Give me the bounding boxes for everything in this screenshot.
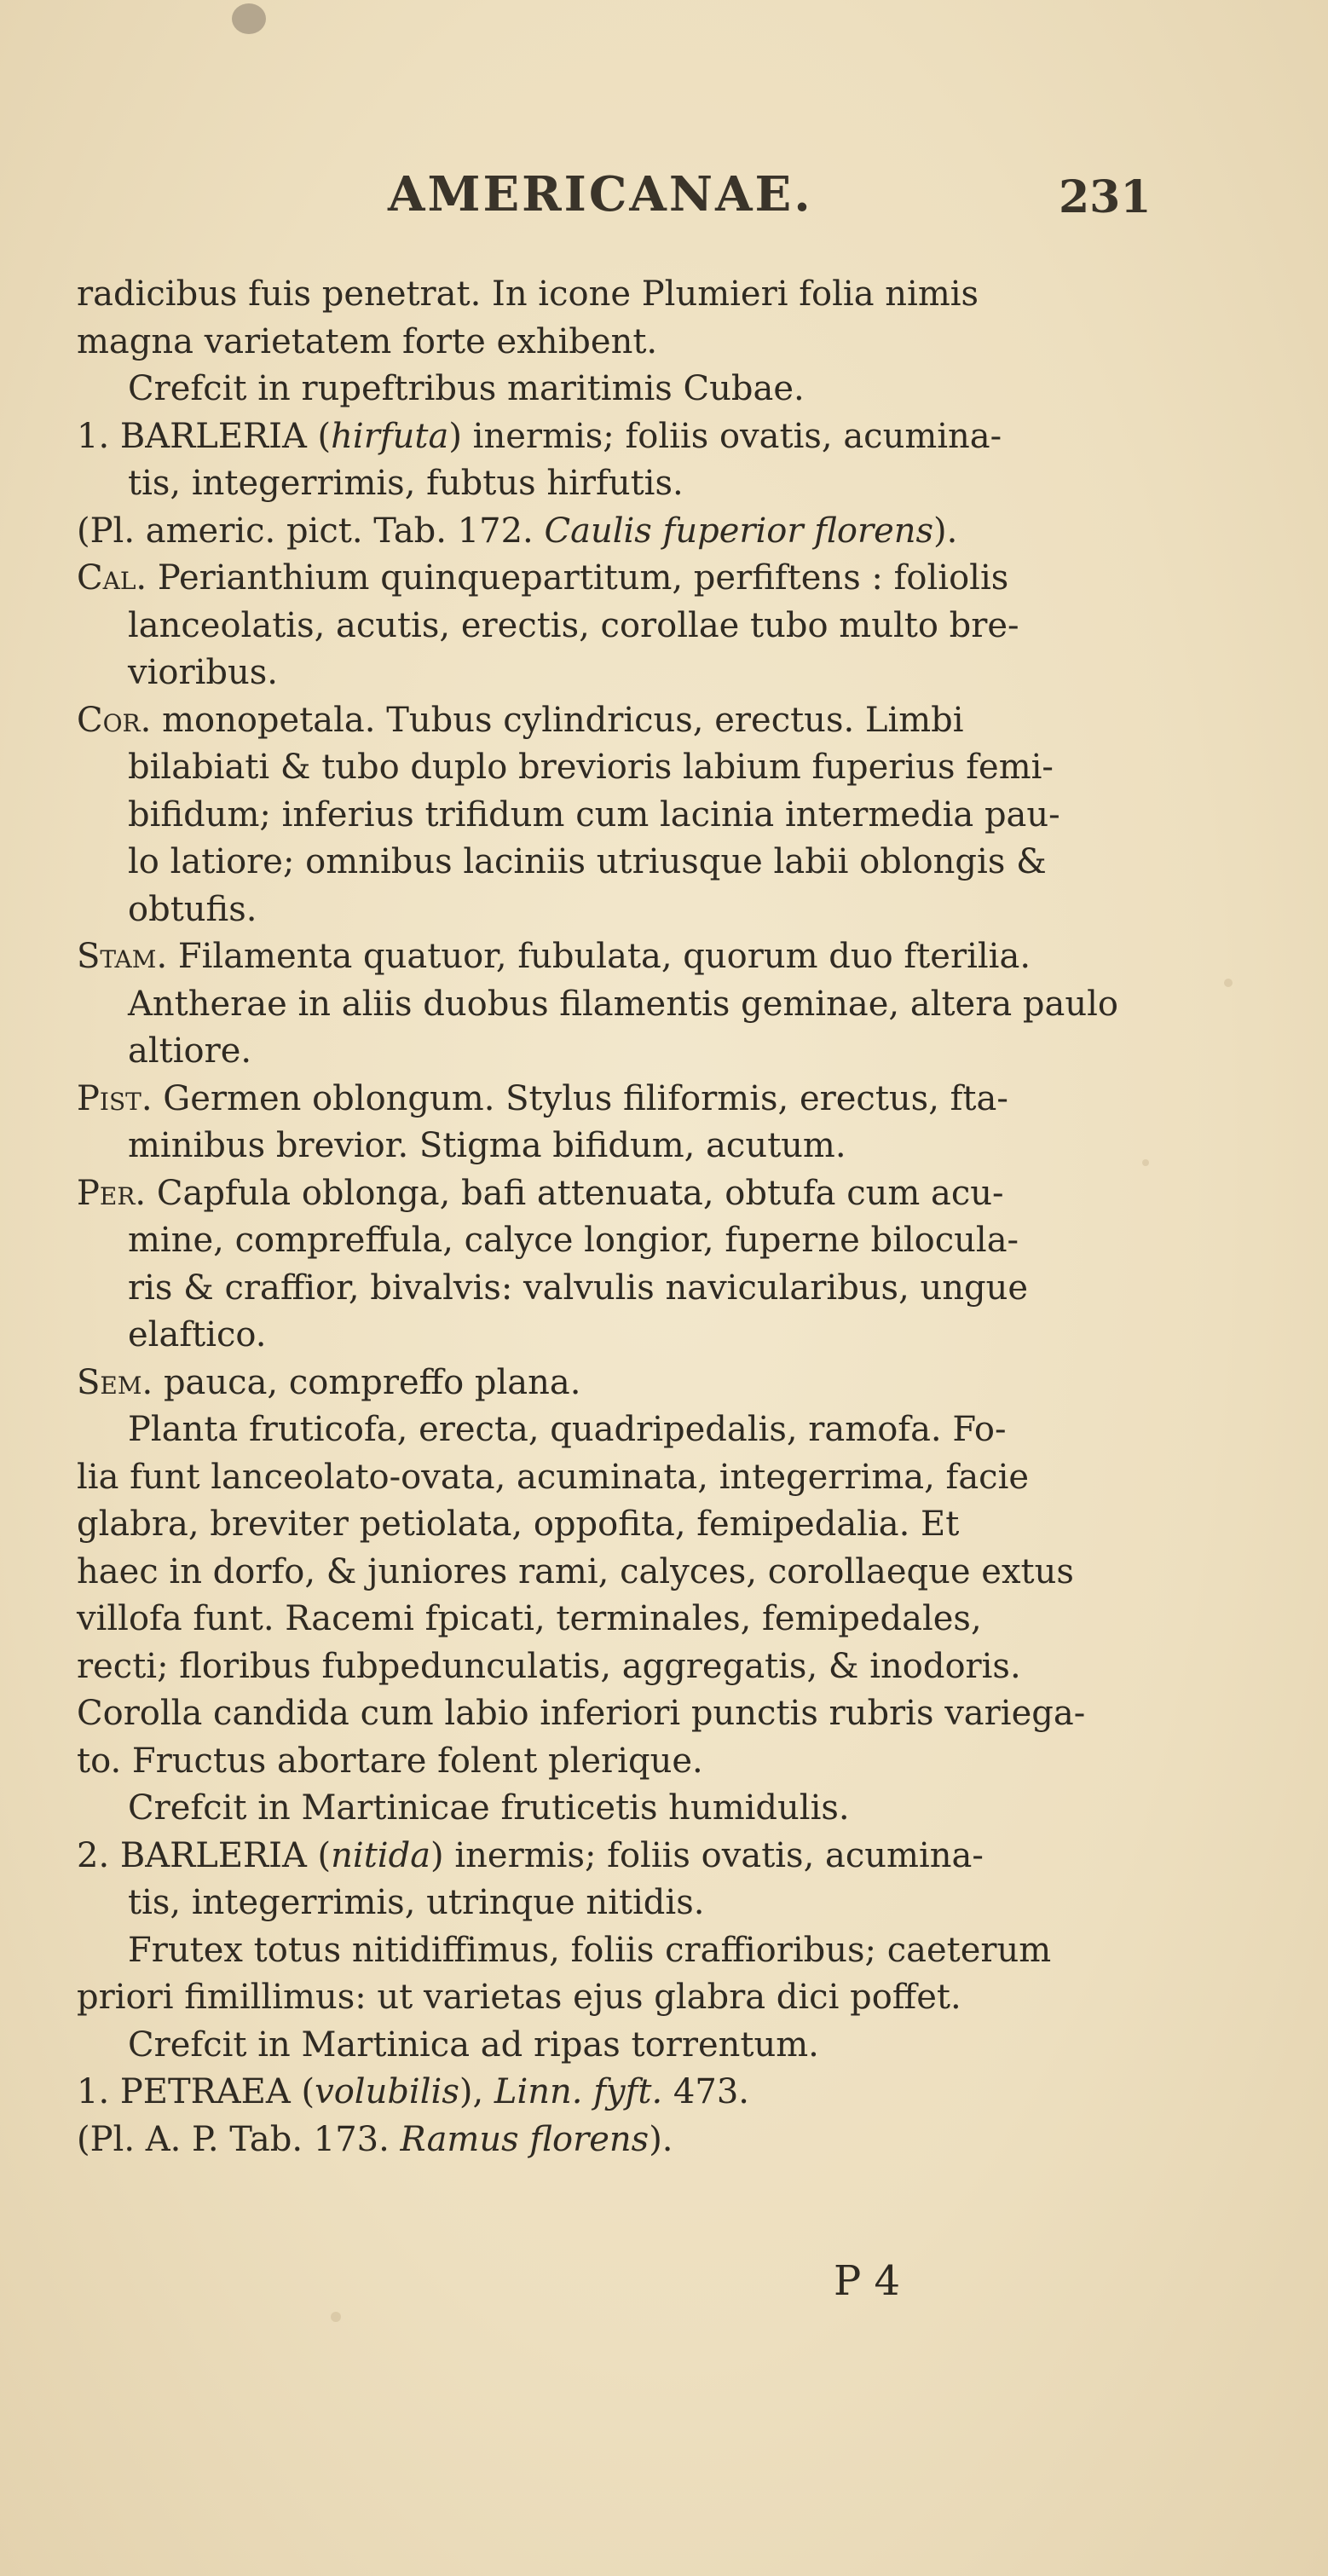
section-label: Stam.	[77, 937, 168, 976]
text-line	[77, 1123, 1181, 1170]
text-run: obtufis.	[128, 889, 257, 929]
text-line	[77, 1265, 1181, 1313]
text-line	[77, 887, 1181, 934]
italic-text: Caulis fuperior florens	[544, 511, 934, 551]
text-run: ),	[459, 2072, 494, 2111]
text-line	[77, 413, 1181, 461]
text-run: recti; floribus fubpedunculatis, aggregatis, & inodoris.	[77, 1646, 1021, 1686]
text-run: Crefcit in Martinica ad ripas torrentum.	[128, 2024, 819, 2065]
text-run: ).	[649, 2119, 673, 2159]
text-run: monopetala. Tubus cylindricus, erectus. Limbi	[151, 700, 964, 740]
text-line	[77, 508, 1181, 556]
text-run: magna varietatem forte exhibent.	[77, 321, 658, 361]
text-run: tis, integerrimis, utrinque nitidis.	[128, 1883, 705, 1922]
text-run: 2. BARLERIA (	[77, 1835, 332, 1875]
text-line	[77, 697, 1181, 745]
text-line	[77, 1643, 1181, 1691]
text-run: priori fimillimus: ut varietas ejus glabra dici poffet.	[77, 1978, 961, 2017]
text-line	[77, 1360, 1181, 1407]
body-text	[77, 271, 1181, 2163]
text-line	[77, 839, 1181, 887]
foxing-spot	[331, 2312, 341, 2322]
text-line	[77, 792, 1181, 840]
text-run: Perianthium quinquepartitum, perfiftens : foliolis	[147, 558, 1009, 598]
text-line	[77, 2117, 1181, 2164]
text-line	[77, 1549, 1181, 1597]
text-run: pauca, compreffo plana.	[153, 1362, 581, 1402]
text-run: Germen oblongum. Stylus filiformis, erectus, fta-	[152, 1078, 1008, 1118]
text-run: haec in dorfo, & juniores rami, calyces, corollaeque extus	[77, 1551, 1074, 1591]
text-line	[77, 1170, 1181, 1218]
text-line	[77, 1501, 1181, 1549]
text-run: mine, compreffula, calyce longior, fuperne bilocula-	[128, 1221, 1019, 1260]
text-line	[77, 1596, 1181, 1643]
text-run: Crefcit in rupeftribus maritimis Cubae.	[128, 369, 805, 408]
text-line	[77, 981, 1181, 1029]
text-run: to. Fructus abortare folent plerique.	[77, 1741, 703, 1781]
text-run: Corolla candida cum labio inferiori punctis rubris variega-	[77, 1694, 1086, 1733]
italic-text: Linn. fyft.	[494, 2072, 663, 2111]
text-line	[77, 2022, 1181, 2070]
text-run: Antherae in aliis duobus filamentis geminae, altera paulo	[128, 984, 1118, 1024]
text-run: altiore.	[128, 1031, 252, 1071]
text-line	[77, 555, 1181, 603]
text-line	[77, 1406, 1181, 1454]
page-number: 231	[1059, 171, 1152, 223]
section-label: Sem.	[77, 1362, 153, 1402]
text-line	[77, 271, 1181, 319]
text-line	[77, 744, 1181, 792]
text-run: Capfula oblonga, bafi attenuata, obtufa cum acu-	[146, 1173, 1004, 1213]
text-line	[77, 603, 1181, 650]
text-line	[77, 1880, 1181, 1927]
text-line	[77, 1738, 1181, 1786]
text-line	[77, 1785, 1181, 1833]
text-run: vioribus.	[128, 653, 278, 692]
text-run: glabra, breviter petiolata, oppofita, femipedalia. Et	[77, 1505, 960, 1544]
text-line	[77, 1076, 1181, 1123]
italic-text: Ramus florens	[400, 2119, 650, 2159]
text-line	[77, 1217, 1181, 1265]
text-run: villofa funt. Racemi fpicati, terminales, femipedales,	[77, 1599, 982, 1638]
text-run: lia funt lanceolato-ovata, acuminata, integerrima, facie	[77, 1457, 1030, 1497]
text-run: 1. BARLERIA (	[77, 416, 332, 456]
text-run: Crefcit in Martinicae fruticetis humidulis.	[128, 1788, 850, 1828]
foxing-spot	[1224, 979, 1233, 987]
text-run: 473.	[662, 2072, 749, 2111]
text-line	[77, 319, 1181, 367]
text-line	[77, 1028, 1181, 1076]
section-label: Pist.	[77, 1078, 153, 1118]
text-line	[77, 933, 1181, 981]
section-label: Cal.	[77, 558, 147, 598]
italic-text: nitida	[331, 1835, 431, 1875]
text-line	[77, 1927, 1181, 1975]
text-run: Filamenta quatuor, fubulata, quorum duo fterilia.	[167, 937, 1031, 976]
text-run: ris & craffior, bivalvis: valvulis navicularibus, ungue	[128, 1268, 1029, 1308]
text-run: ).	[933, 511, 958, 551]
text-line	[77, 366, 1181, 413]
text-run: lanceolatis, acutis, erectis, corollae tubo multo bre-	[128, 605, 1019, 645]
text-line	[77, 1454, 1181, 1502]
italic-text: volubilis	[315, 2072, 459, 2111]
text-run: tis, integerrimis, fubtus hirfutis.	[128, 464, 684, 503]
italic-text: hirfuta	[331, 416, 449, 456]
text-run: radicibus fuis penetrat. In icone Plumieri folia nimis	[77, 274, 979, 314]
running-head	[0, 166, 1328, 226]
text-run: minibus brevior. Stigma bifidum, acutum.	[128, 1126, 846, 1165]
section-label: Per.	[77, 1173, 147, 1213]
text-run: bilabiati & tubo duplo brevioris labium fuperius femi-	[128, 748, 1054, 787]
text-run: 1. PETRAEA (	[77, 2072, 315, 2111]
text-run: ) inermis; foliis ovatis, acumina-	[448, 416, 1002, 456]
text-run: (Pl. americ. pict. Tab. 172.	[77, 511, 545, 551]
text-line	[77, 650, 1181, 697]
text-run: (Pl. A. P. Tab. 173.	[77, 2119, 401, 2159]
text-line	[77, 1974, 1181, 2022]
text-run: Planta fruticofa, erecta, quadripedalis, ramofa. Fo-	[128, 1410, 1007, 1449]
text-run: Frutex totus nitidiffimus, foliis craffioribus; caeterum	[128, 1930, 1052, 1970]
text-line	[77, 1833, 1181, 1880]
text-run: bifidum; inferius trifidum cum lacinia intermedia pau-	[128, 794, 1060, 835]
text-line	[77, 1312, 1181, 1360]
ink-stain	[232, 3, 266, 34]
text-run: elaftico.	[128, 1315, 267, 1354]
text-run: ) inermis; foliis ovatis, acumina-	[430, 1835, 984, 1875]
running-head-title: AMERICANAE.	[388, 166, 813, 222]
section-label: Cor.	[77, 700, 152, 740]
text-line	[77, 460, 1181, 508]
signature-mark: P 4	[834, 2257, 901, 2305]
text-line	[77, 2069, 1181, 2117]
text-line	[77, 1690, 1181, 1738]
text-run: lo latiore; omnibus laciniis utriusque labii oblongis &	[128, 842, 1047, 881]
